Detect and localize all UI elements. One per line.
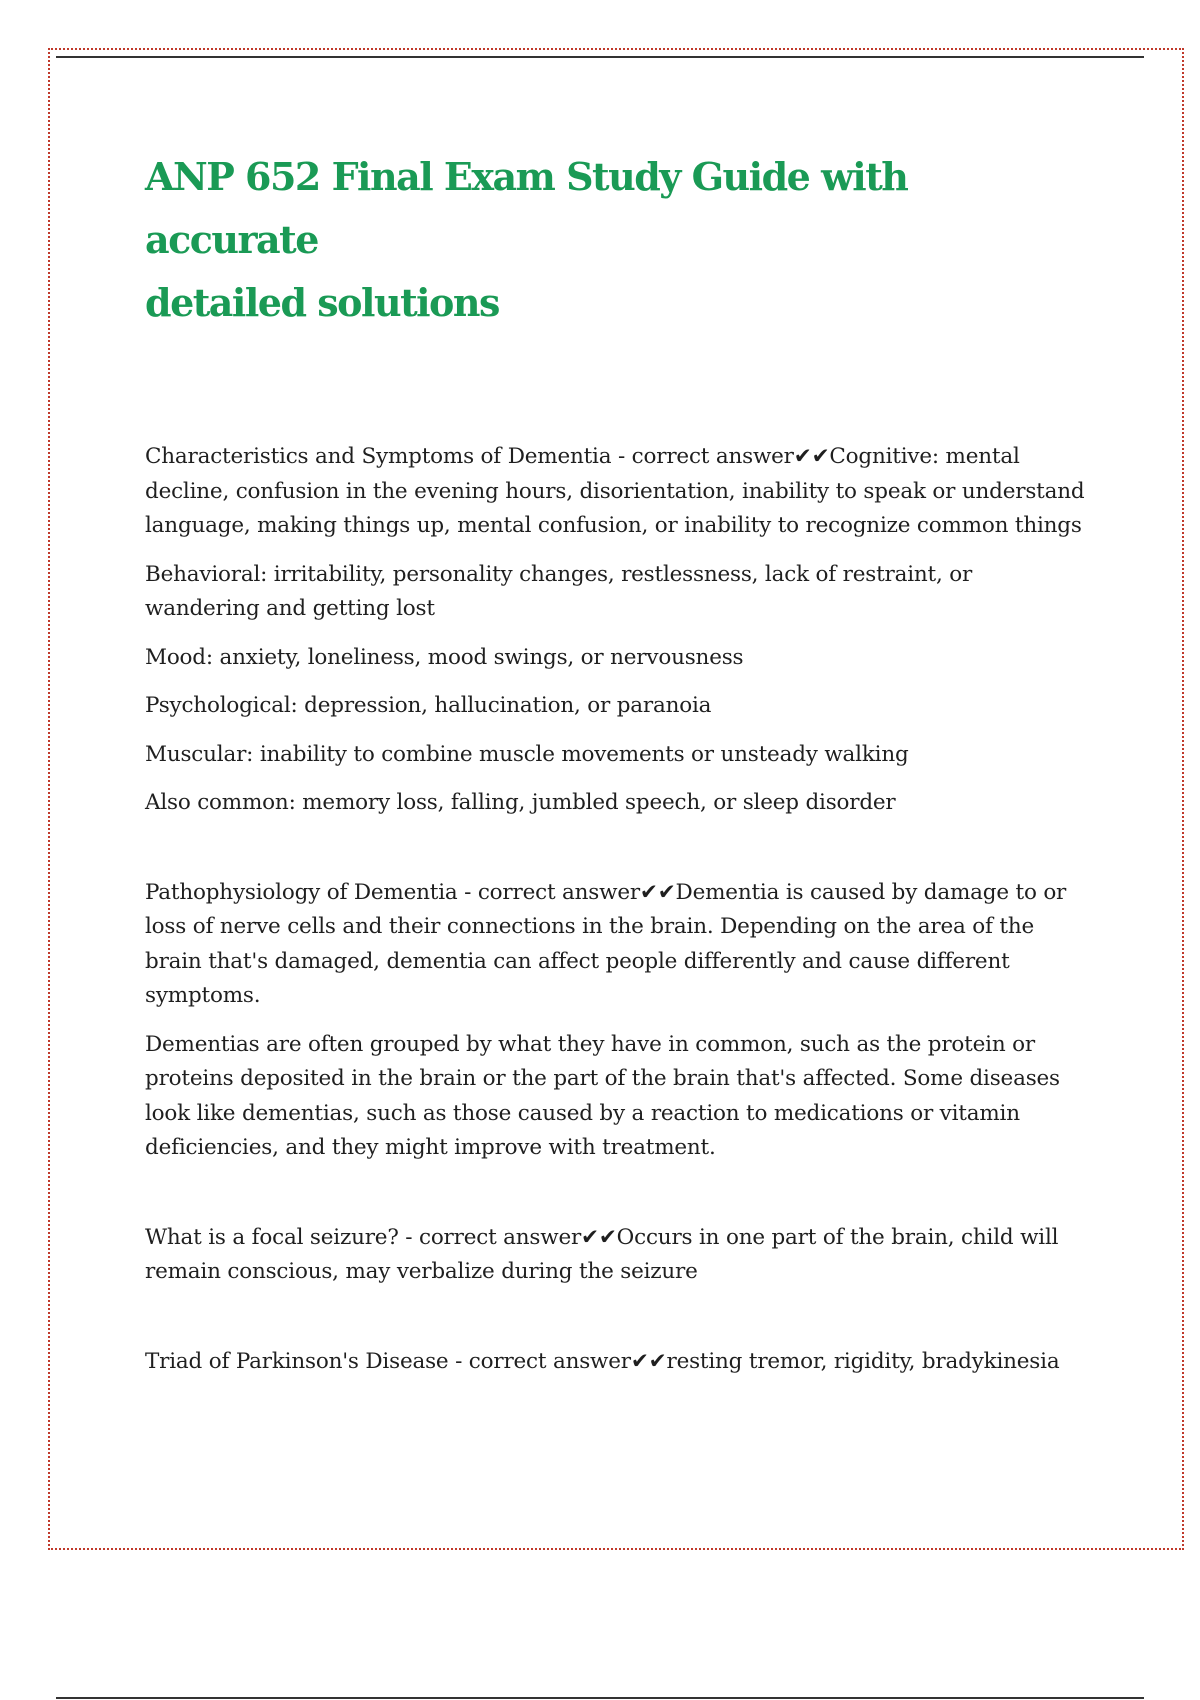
- qa-entry-dementia-symptoms: [145, 440, 1090, 821]
- top-rule: [56, 56, 1144, 58]
- qa-paragraph: Pathophysiology of Dementia - correct answer✔✔Dementia is caused by damage to or loss of nerve cells and their connections in the brain. Depending on the area of the brain that's damaged, dementia can affect people differently and cause different symptoms.: [145, 879, 1067, 1008]
- qa-list: [145, 440, 1090, 1379]
- qa-paragraph: Behavioral: irritability, personality changes, restlessness, lack of restraint, or wandering and getting lost: [145, 561, 973, 621]
- title-line-1: ANP 652 Final Exam Study Guide with accurate: [145, 154, 908, 262]
- qa-paragraph: Triad of Parkinson's Disease - correct answer✔✔resting tremor, rigidity, bradykinesia: [145, 1348, 1060, 1374]
- qa-entry-focal-seizure: [145, 1221, 1090, 1290]
- qa-entry-parkinsons-triad: [145, 1345, 1090, 1380]
- qa-paragraph: Characteristics and Symptoms of Dementia - correct answer✔✔Cognitive: mental decline, confusion in the evening hours, disorientation, inability to speak or understand language, making things up, mental confusion, or inability to recognize common things: [145, 444, 1085, 538]
- title-line-2: detailed solutions: [145, 280, 499, 325]
- bottom-rule: [56, 1697, 1144, 1699]
- qa-paragraph: What is a focal seizure? - correct answer✔✔Occurs in one part of the brain, child will remain conscious, may verbalize during the seizure: [145, 1224, 1059, 1284]
- qa-paragraph: Also common: memory loss, falling, jumbled speech, or sleep disorder: [145, 790, 896, 815]
- qa-paragraph: Mood: anxiety, loneliness, mood swings, or nervousness: [145, 644, 744, 670]
- qa-paragraph: Dementias are often grouped by what they have in common, such as the protein or proteins deposited in the brain or the part of the brain that's affected. Some diseases look like dementias, such as those caused by a reaction to medications or vitamin deficiencies, and they might improve with treatment.: [145, 1031, 1060, 1160]
- qa-entry-dementia-pathophysiology: [145, 876, 1090, 1166]
- page-title: [145, 145, 1090, 334]
- qa-paragraph: Psychological: depression, hallucination, or paranoia: [145, 693, 712, 718]
- document-body: [145, 145, 1090, 1434]
- qa-paragraph: Muscular: inability to combine muscle movements or unsteady walking: [145, 741, 909, 767]
